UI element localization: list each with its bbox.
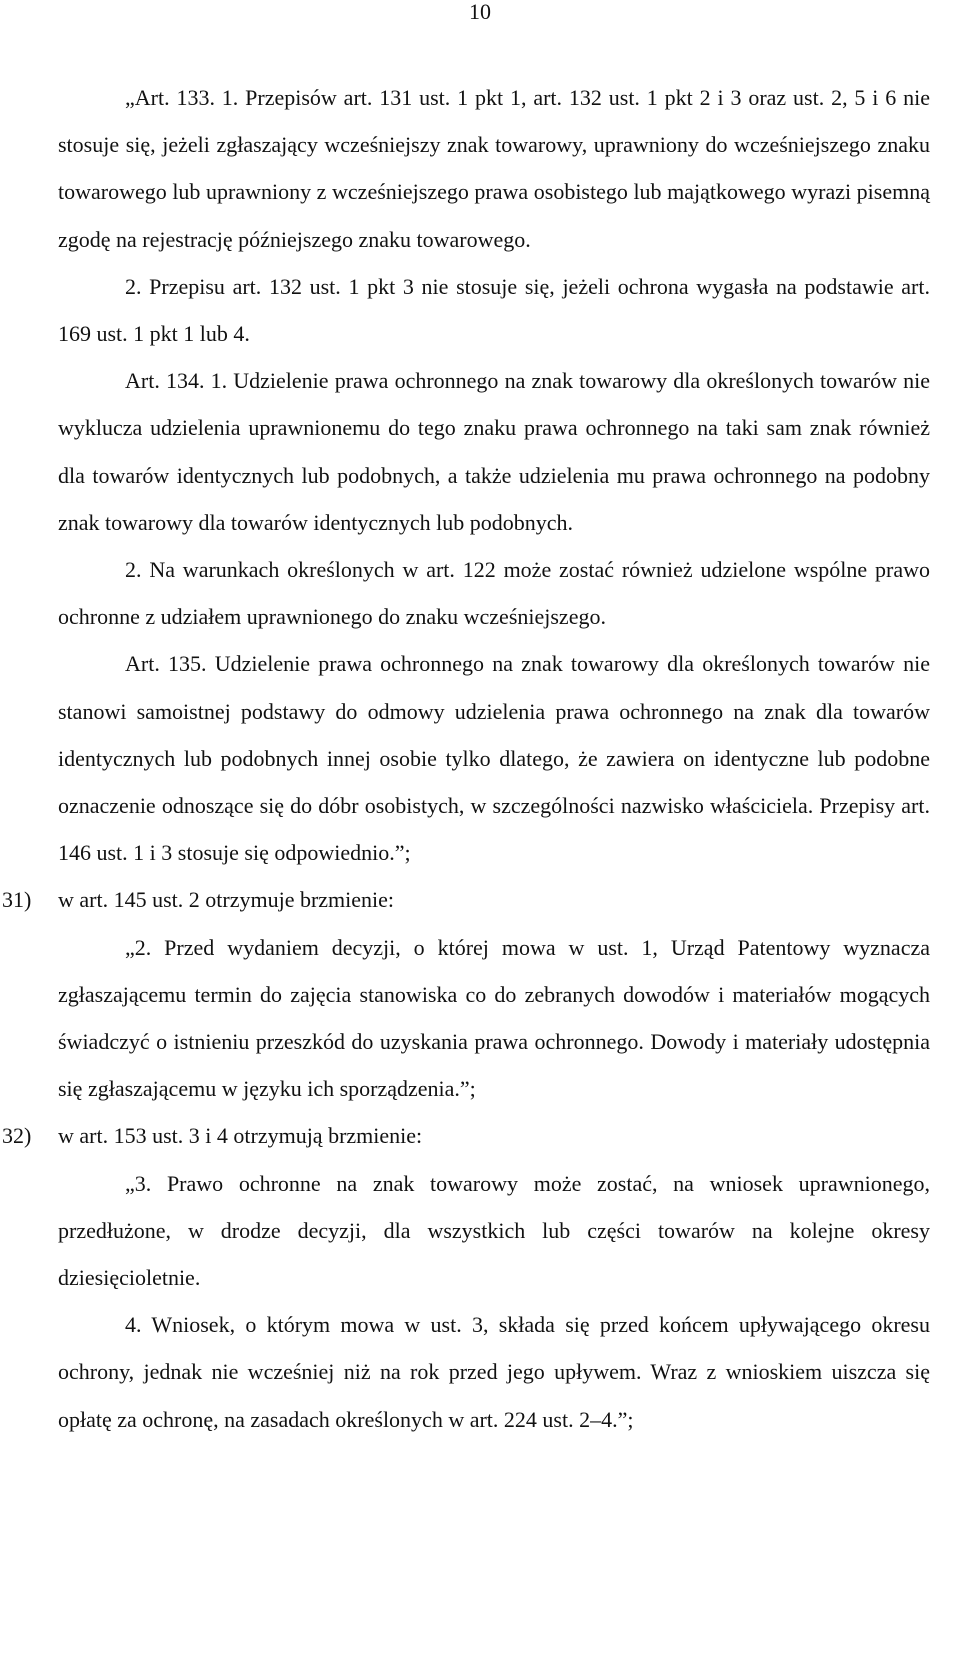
list-item-31 [2, 876, 930, 923]
page-number: 10 [469, 0, 491, 24]
paragraph-art-133-2: 2. Przepisu art. 132 ust. 1 pkt 3 nie stosuje się, jeżeli ochrona wygasła na podstawie art. 169 ust. 1 pkt 1 lub 4. [58, 273, 930, 347]
item-text: w art. 153 ust. 3 i 4 otrzymują brzmienie: [58, 1123, 423, 1149]
paragraph-art-134-1: Art. 134. 1. Udzielenie prawa ochronnego na znak towarowy dla określonych towarów nie wyklucza udzielenia uprawnionemu do tego znaku prawa ochronnego na taki sam znak również dla towarów identycznych lub podobnych, a także udzielenia mu prawa ochronnego na podobny znak towarowy dla towarów identycznych lub podobnych. [58, 368, 930, 535]
paragraph-art-134-2: 2. Na warunkach określonych w art. 122 może zostać również udzielone wspólne prawo ochronne z udziałem uprawnionego do znaku wcześniejszego. [58, 557, 930, 630]
item-number: 32) [2, 1123, 32, 1149]
paragraph-art-153-4: 4. Wniosek, o którym mowa w ust. 3, składa się przed końcem upływającego okresu ochrony, jednak nie wcześniej niż na rok przed jego upływem. Wraz z wnioskiem uiszcza się opłatę za ochronę, na zasadach określonych w art. 224 ust. 2–4.”; [58, 1312, 930, 1432]
paragraph-art-145-2: „2. Przed wydaniem decyzji, o której mowa w ust. 1, Urząd Patentowy wyznacza zgłaszającemu termin do zajęcia stanowiska co do zebranych dowodów i materiałów mogących świadczyć o istnieniu przeszkód do uzyskania prawa ochronnego. Dowody i materiały udostępnia się zgłaszającemu w języku ich sporządzenia.”; [58, 934, 930, 1102]
item-number: 31) [2, 887, 32, 913]
paragraph-art-153-3: „3. Prawo ochronne na znak towarowy może zostać, na wniosek uprawnionego, przedłużone, w drodze decyzji, dla wszystkich lub części towarów na kolejne okresy dziesięcioletnie. [58, 1170, 930, 1291]
paragraph-art-135: Art. 135. Udzielenie prawa ochronnego na znak towarowy dla określonych towarów nie stanowi samoistnej podstawy do odmowy udzielenia prawa ochronnego na znak dla towarów identycznych lub podobnych innej osobie tylko dlatego, że zawiera on identyczne lub podobne oznaczenie odnoszące się do dóbr osobistych, w szczególności nazwisko właściciela. Przepisy art. 146 ust. 1 i 3 stosuje się odpowiednio.”; [58, 651, 930, 866]
document-body [2, 74, 930, 1443]
list-item-32 [2, 1112, 930, 1159]
paragraph-art-133-1: „Art. 133. 1. Przepisów art. 131 ust. 1 pkt 1, art. 132 ust. 1 pkt 2 i 3 oraz ust. 2, 5 i 6 nie stosuje się, jeżeli zgłaszający wcześniejszy znak towarowy, uprawniony do wcześniejszego znaku towarowego lub uprawniony z wcześniejszego prawa osobistego lub majątkowego wyrazi pisemną zgodę na rejestrację późniejszego znaku towarowego. [58, 85, 930, 252]
item-text: w art. 145 ust. 2 otrzymuje brzmienie: [58, 887, 395, 913]
